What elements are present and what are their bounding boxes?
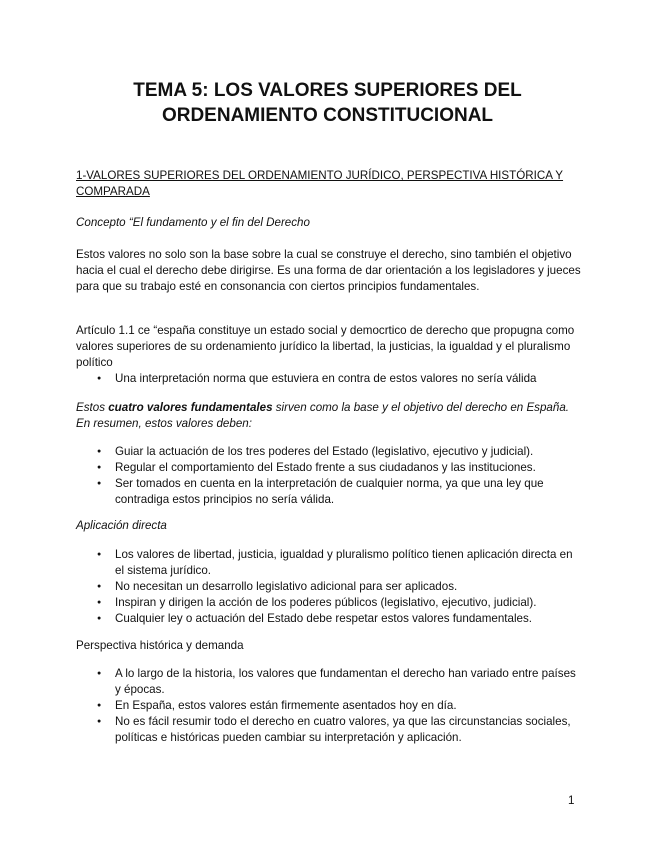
list-item: ● Ser tomados en cuenta en la interpretación de cualquier norma, ya que una ley que contradiga estos principios no sería válida. bbox=[76, 476, 581, 508]
concept-subheading: Concepto “El fundamento y el fin del Derecho bbox=[76, 216, 310, 229]
list-item: ● No es fácil resumir todo el derecho en cuatro valores, ya que las circunstancias sociales, políticas e históricas pueden cambiar su interpretación y aplicación. bbox=[76, 714, 581, 746]
history-bullet-list bbox=[76, 666, 581, 746]
section-heading: 1-VALORES SUPERIORES DEL ORDENAMIENTO JURÍDICO, PERSPECTIVA HISTÓRICA Y COMPARADA bbox=[76, 169, 564, 198]
article-bullet-list bbox=[76, 371, 581, 387]
page-title bbox=[60, 78, 595, 128]
list-item: ● Cualquier ley o actuación del Estado debe respetar estos valores fundamentales. bbox=[76, 611, 581, 627]
page-number: 1 bbox=[568, 794, 575, 807]
four-values-prefix: Estos bbox=[76, 401, 109, 414]
intro-paragraph: Estos valores no solo son la base sobre la cual se construye el derecho, sino también el objetivo hacia el cual el derecho debe dirigirse. Es una forma de dar orientación a los legisladores y jueces para que su trabajo esté en consonancia con ciertos principios fundamentales. bbox=[76, 248, 581, 293]
list-item: ● Inspiran y dirigen la acción de los poderes públicos (legislativo, ejecutivo, judicial). bbox=[76, 595, 581, 611]
title-line-2: ORDENAMIENTO CONSTITUCIONAL bbox=[161, 105, 494, 126]
direct-application-heading: Aplicación directa bbox=[76, 519, 167, 532]
title-line-1: TEMA 5: LOS VALORES SUPERIORES DEL bbox=[133, 80, 522, 101]
direct-application-bullet-list bbox=[76, 547, 581, 627]
article-paragraph: Artículo 1.1 ce “españa constituye un estado social y democrtico de derecho que propugna como valores superiores de su ordenamiento jurídico la libertad, la justicias, la igualdad y el pluralismo político bbox=[76, 324, 575, 369]
list-item: ● Una interpretación norma que estuviera en contra de estos valores no sería válida bbox=[76, 371, 581, 387]
list-item: ● Guiar la actuación de los tres poderes del Estado (legislativo, ejecutivo y judicial). bbox=[76, 444, 581, 460]
list-item: ● En España, estos valores están firmemente asentados hoy en día. bbox=[76, 698, 581, 714]
list-item: ● No necesitan un desarrollo legislativo adicional para ser aplicados. bbox=[76, 579, 581, 595]
four-values-suffix: sirven como la base y el objetivo del derecho en España. En resumen, estos valores deben: bbox=[76, 401, 569, 430]
four-values-bullet-list bbox=[76, 444, 581, 508]
four-values-bold: cuatro valores fundamentales bbox=[108, 401, 273, 414]
list-item: ● A lo largo de la historia, los valores que fundamentan el derecho han variado entre países y épocas. bbox=[76, 666, 581, 698]
four-values-paragraph bbox=[76, 400, 581, 432]
list-item: ● Regular el comportamiento del Estado frente a sus ciudadanos y las instituciones. bbox=[76, 460, 581, 476]
history-heading: Perspectiva histórica y demanda bbox=[76, 639, 244, 652]
list-item: ● Los valores de libertad, justicia, igualdad y pluralismo político tienen aplicación directa en el sistema jurídico. bbox=[76, 547, 581, 579]
